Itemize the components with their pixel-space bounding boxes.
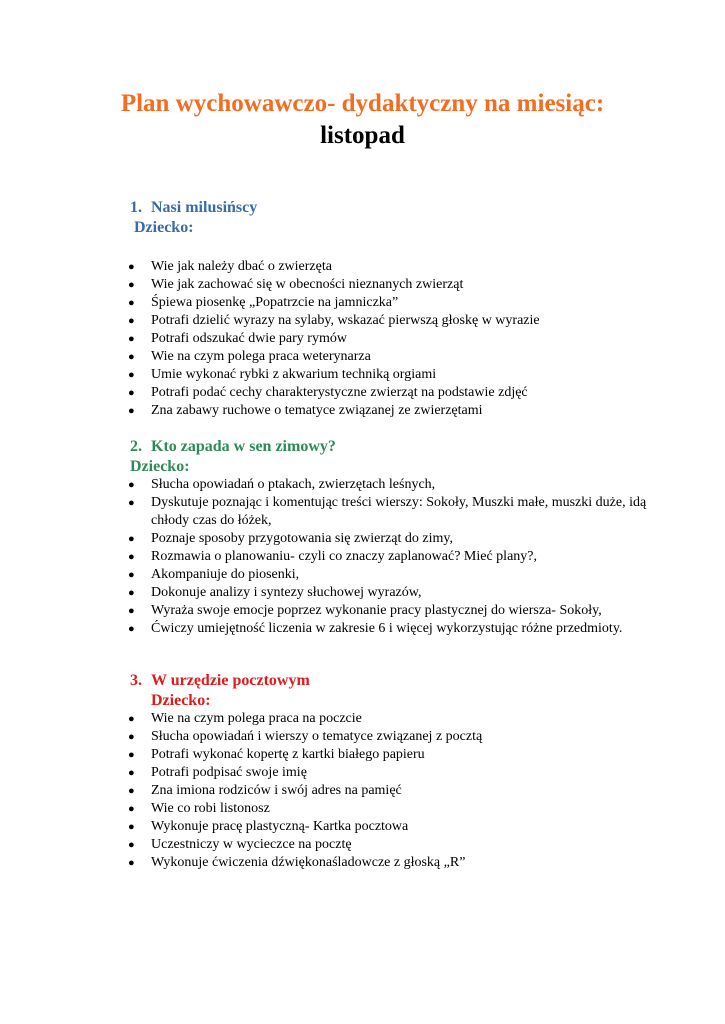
list-item: ● Wie na czym polega praca na poczcie [128,711,362,726]
list-item: ● Wie co robi listonosz [128,801,270,816]
list-item: ● Potrafi wykonać kopertę z kartki białego papieru [128,747,425,762]
bullet-icon: ● [128,713,135,725]
bullet-icon: ● [128,785,135,797]
list-item: ● Wie jak zachować się w obecności nieznanych zwierząt [128,277,464,292]
list-item: ● Zna zabawy ruchowe o tematyce związanej ze zwierzętami [128,403,483,418]
bullet-icon: ● [128,587,135,599]
list-item: ● Umie wykonać rybki z akwarium techniką orgiami [128,367,437,382]
section-3-title: W urzędzie pocztowym [151,672,310,689]
bullet-icon: ● [128,857,135,869]
bullet-icon: ● [128,767,135,779]
bullet-icon: ● [128,605,135,617]
section-2-number: 2. [130,438,142,455]
section-2-list [0,476,725,638]
bullet-icon: ● [128,839,135,851]
bullet-icon: ● [128,533,135,545]
list-item: ● Wykonuje pracę plastyczną- Kartka pocztowa [128,819,409,834]
bullet-icon: ● [128,387,135,399]
section-1-title: Nasi milusińscy [151,199,258,216]
list-item: ● Potrafi dzielić wyrazy na sylaby, wskazać pierwszą głoskę w wyrazie [128,313,540,328]
list-item: ● Wykonuje ćwiczenia dźwiękonaśladowcze z głoską „R” [128,855,466,870]
bullet-icon: ● [128,731,135,743]
bullet-icon: ● [128,315,135,327]
bullet-icon: ● [128,479,135,491]
document-title [0,88,725,152]
bullet-icon: ● [128,279,135,291]
bullet-icon: ● [128,551,135,563]
bullet-icon: ● [128,297,135,309]
bullet-icon: ● [128,803,135,815]
list-item: ● Wyraża swoje emocje poprzez wykonanie pracy plastycznej do wiersza- Sokoły, [128,603,602,618]
bullet-icon: ● [128,623,135,635]
list-item: ● Akompaniuje do piosenki, [128,567,300,582]
list-item: ● Wie na czym polega praca weterynarza [128,349,371,364]
title-line-2: listopad [320,122,405,149]
section-3-number: 3. [130,672,142,689]
list-item: ● Dyskutuje poznając i komentując treści wierszy: Sokoły, Muszki małe, muszki duże, idą chłody czas do łóżek, [128,495,647,528]
list-item: ● Potrafi odszukać dwie pary rymów [128,331,347,346]
list-item: ● Rozmawia o planowaniu- czyli co znaczy zaplanować? Mieć plany?, [128,549,537,564]
bullet-icon: ● [128,369,135,381]
section-1-subheading: Dziecko: [134,219,194,236]
bullet-icon: ● [128,261,135,273]
list-item: ● Potrafi podpisać swoje imię [128,765,307,780]
bullet-icon: ● [128,405,135,417]
bullet-icon: ● [128,569,135,581]
bullet-icon: ● [128,333,135,345]
bullet-icon: ● [128,821,135,833]
section-1-heading [130,198,257,217]
list-item: ● Słucha opowiadań o ptakach, zwierzętach leśnych, [128,477,436,492]
section-3-list [0,710,725,872]
list-item: ● Ćwiczy umiejętność liczenia w zakresie 6 i więcej wykorzystując różne przedmioty. [128,621,623,636]
list-item: ● Słucha opowiadań i wierszy o tematyce związanej z pocztą [128,729,483,744]
list-item: ● Potrafi podać cechy charakterystyczne zwierząt na podstawie zdjęć [128,385,528,400]
list-item: ● Wie jak należy dbać o zwierzęta [128,259,332,274]
list-item: ● Uczestniczy w wycieczce na pocztę [128,837,352,852]
section-3-heading [130,671,310,690]
bullet-icon: ● [128,351,135,363]
section-2-heading [130,437,336,456]
section-1-list [0,258,725,420]
bullet-icon: ● [128,749,135,761]
list-item: ● Dokonuje analizy i syntezy słuchowej wyrazów, [128,585,422,600]
section-2-subheading: Dziecko: [130,458,190,475]
section-1-number: 1. [130,199,142,216]
list-item: ● Poznaje sposoby przygotowania się zwierząt do zimy, [128,531,453,546]
bullet-icon: ● [128,497,135,509]
list-item: ● Zna imiona rodziców i swój adres na pamięć [128,783,402,798]
title-line-1: Plan wychowawczo- dydaktyczny na miesiąc: [120,90,605,117]
section-2-title: Kto zapada w sen zimowy? [151,438,336,455]
list-item: ● Śpiewa piosenkę „Popatrzcie na jamniczka” [128,295,399,310]
section-3-subheading: Dziecko: [151,692,211,709]
